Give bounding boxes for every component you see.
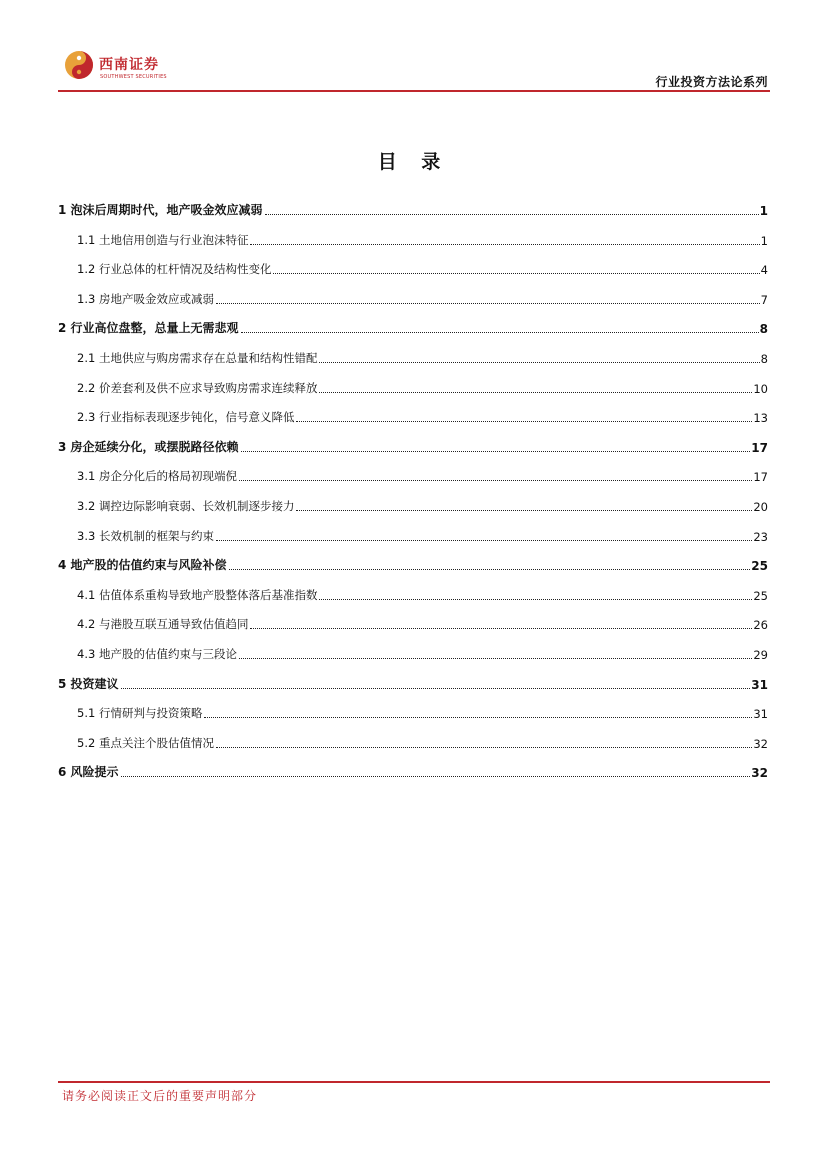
toc-entry-label: 3.3 长效机制的框架与约束	[77, 528, 214, 543]
toc-subsection-entry[interactable]	[58, 634, 768, 662]
toc-dot-leader	[229, 569, 751, 570]
toc-entry-label: 1.2 行业总体的杠杆情况及结构性变化	[77, 262, 272, 277]
toc-subsection-entry[interactable]	[58, 220, 768, 248]
toc-page-number: 32	[751, 766, 768, 781]
toc-page-number: 31	[751, 677, 768, 692]
toc-dot-leader	[296, 421, 752, 422]
logo-subtext: SOUTHWEST SECURITIES	[100, 74, 167, 80]
toc-page-number: 31	[753, 707, 768, 722]
toc-dot-leader	[319, 599, 752, 600]
toc-dot-leader	[121, 688, 751, 689]
toc-entry-label: 3 房企延续分化，或摆脱路径依赖	[58, 439, 239, 454]
toc-entry-label: 2.3 行业指标表现逐步钝化，信号意义降低	[77, 410, 295, 425]
toc-page-number: 29	[753, 648, 768, 662]
toc-entry-label: 4 地产股的估值约束与风险补偿	[58, 558, 227, 573]
toc-dot-leader	[241, 332, 759, 333]
toc-page-number: 17	[753, 470, 768, 485]
toc-page-number: 25	[751, 559, 768, 574]
toc-subsection-entry[interactable]	[58, 723, 768, 751]
toc-page-number: 32	[753, 736, 768, 751]
toc-page-number: 10	[753, 381, 768, 396]
toc-entry-label: 6 风险提示	[58, 765, 119, 780]
logo-text: 西南证券	[99, 57, 159, 73]
toc-section-entry[interactable]	[58, 308, 768, 336]
report-series-title: 行业投资方法论系列	[655, 75, 768, 89]
toc-section-entry[interactable]	[58, 427, 768, 455]
header-divider	[58, 90, 770, 92]
toc-entry-label: 2.1 土地供应与购房需求存在总量和结构性错配	[77, 351, 318, 365]
toc-entry-label: 3.2 调控边际影响衰弱、长效机制逐步接力	[77, 499, 295, 513]
toc-entry-label: 5 投资建议	[58, 676, 119, 691]
toc-dot-leader	[239, 658, 752, 659]
toc-page-number: 26	[753, 618, 768, 633]
toc-page-number: 20	[753, 500, 768, 514]
toc-entry-label: 4.1 估值体系重构导致地产股整体落后基准指数	[77, 587, 318, 602]
toc-subsection-entry[interactable]	[58, 693, 768, 721]
toc-page-number: 8	[759, 322, 768, 337]
toc-entry-label: 1.1 土地信用创造与行业泡沫特征	[77, 232, 249, 247]
toc-page-number: 1	[760, 233, 768, 248]
toc-dot-leader	[241, 451, 751, 452]
toc-page-number: 8	[760, 352, 768, 366]
toc-subsection-entry[interactable]	[58, 397, 768, 425]
toc-dot-leader	[216, 303, 760, 304]
toc-section-entry[interactable]	[58, 190, 768, 218]
toc-page-number: 13	[753, 411, 768, 426]
toc-subsection-entry[interactable]	[58, 368, 768, 396]
toc-entry-label: 5.2 重点关注个股估值情况	[77, 735, 214, 750]
toc-dot-leader	[239, 480, 752, 481]
toc-subsection-entry[interactable]	[58, 604, 768, 632]
toc-page-number: 1	[759, 204, 768, 218]
footer-divider	[58, 1081, 770, 1083]
toc-subsection-entry[interactable]	[58, 279, 768, 307]
toc-entry-label: 4.3 地产股的估值约束与三段论	[77, 647, 237, 661]
toc-entry-label: 5.1 行情研判与投资策略	[77, 706, 203, 721]
toc-subsection-entry[interactable]	[58, 486, 768, 514]
toc-subsection-entry[interactable]	[58, 516, 768, 544]
toc-dot-leader	[121, 776, 751, 777]
toc-dot-leader	[216, 747, 752, 748]
toc-dot-leader	[265, 214, 759, 215]
toc-heading: 目 录	[377, 151, 450, 173]
toc-section-entry[interactable]	[58, 545, 768, 573]
toc-dot-leader	[319, 362, 759, 363]
toc-subsection-entry[interactable]	[58, 249, 768, 277]
toc-page-number: 25	[753, 588, 768, 603]
logo-mark-icon	[64, 50, 94, 80]
toc-section-entry[interactable]	[58, 664, 768, 692]
toc-subsection-entry[interactable]	[58, 338, 768, 366]
toc-entry-label: 4.2 与港股互联互通导致估值趋同	[77, 617, 249, 632]
toc-entry-label: 1 泡沫后周期时代，地产吸金效应减弱	[58, 203, 263, 217]
toc-subsection-entry[interactable]	[58, 456, 768, 484]
company-logo	[64, 50, 174, 84]
toc-dot-leader	[319, 392, 752, 393]
toc-entry-label: 2.2 价差套利及供不应求导致购房需求连续释放	[77, 380, 318, 395]
toc-page-number: 17	[751, 440, 768, 455]
toc-entry-label: 3.1 房企分化后的格局初现端倪	[77, 469, 237, 484]
toc-entry-label: 2 行业高位盘整，总量上无需悲观	[58, 321, 239, 336]
toc-section-entry[interactable]	[58, 752, 768, 780]
toc-dot-leader	[250, 628, 752, 629]
toc-page-number: 23	[753, 529, 768, 544]
toc-page-number: 4	[760, 263, 768, 278]
toc-page-number: 7	[760, 292, 768, 307]
toc-entry-label: 1.3 房地产吸金效应或减弱	[77, 291, 214, 306]
footer-disclaimer: 请务必阅读正文后的重要声明部分	[62, 1089, 258, 1103]
toc-dot-leader	[204, 717, 752, 718]
toc-subsection-entry[interactable]	[58, 575, 768, 603]
page-header	[58, 46, 770, 92]
toc-dot-leader	[273, 273, 759, 274]
toc-dot-leader	[250, 244, 759, 245]
toc-dot-leader	[296, 510, 752, 511]
toc-dot-leader	[216, 540, 752, 541]
